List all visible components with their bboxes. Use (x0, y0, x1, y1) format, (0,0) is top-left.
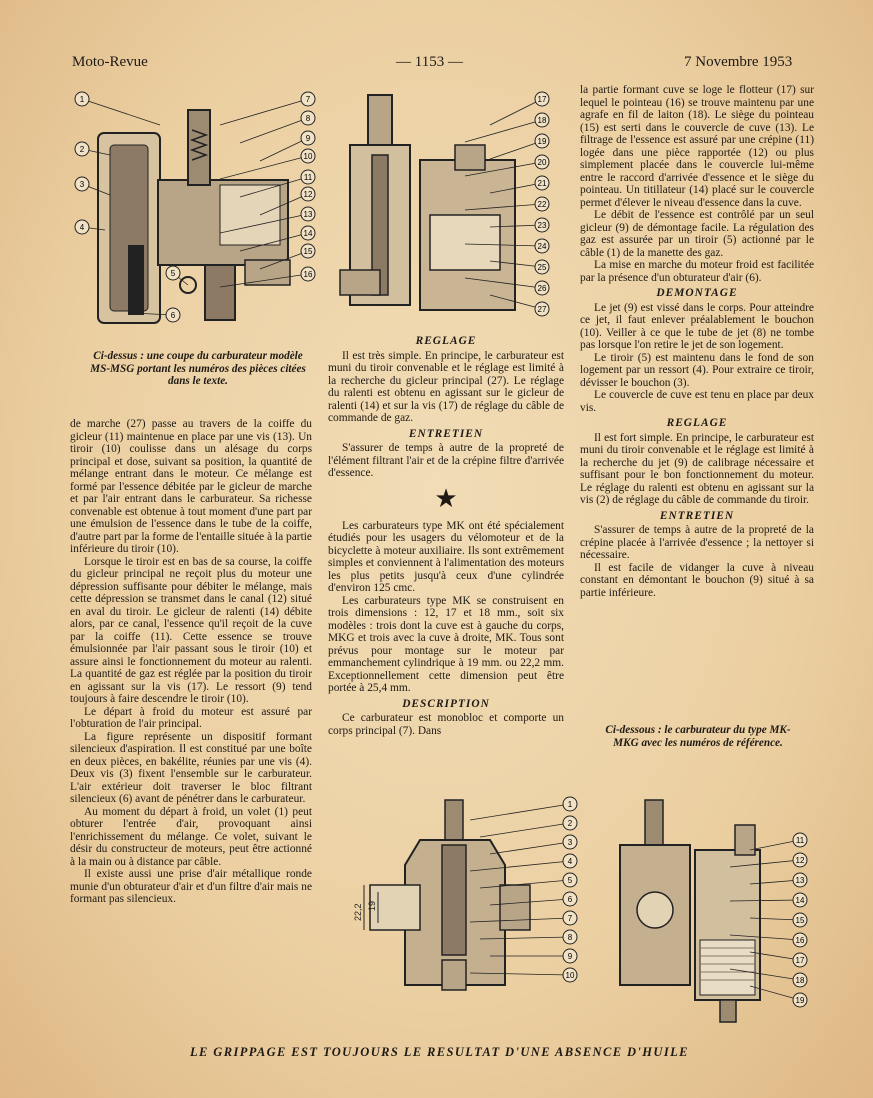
callout-right-12: 12 (795, 856, 805, 865)
column-1 (70, 418, 312, 906)
callout-7: 7 (305, 95, 311, 104)
callout-right-17: 17 (795, 956, 805, 965)
callout-10: 10 (303, 152, 313, 161)
column-2 (328, 332, 564, 737)
callout-9: 9 (305, 134, 311, 143)
col3-paragraph-3: La mise en marche du moteur froid est facilitée par la présence d'un obturateur d'air (6). (580, 259, 814, 284)
carburetor-mk-mkg-diagram (350, 790, 820, 1030)
callout-left-9: 9 (567, 952, 573, 961)
callout-14: 14 (303, 229, 313, 238)
caption-top-figure: Ci-dessus : une coupe du carburateur modèle MS-MSG portant les numéros des pièces citées dans le texte. (90, 350, 306, 387)
callout-left-7: 7 (567, 914, 573, 923)
callout-right-15: 15 (795, 916, 805, 925)
callout-21: 21 (537, 179, 547, 188)
carburetor-ms-msg-diagram (70, 85, 325, 335)
magazine-title: Moto-Revue (72, 54, 148, 70)
carburetor-detail-diagram (330, 85, 560, 335)
callout-right-11: 11 (795, 836, 805, 845)
heading-reglage-1: REGLAGE (415, 335, 477, 347)
col1-paragraph-2: Lorsque le tiroir est en bas de sa course, la coiffe du gicleur principal ne reçoit plus du moteur une dépression suffisante pour débiter le mélange, mais cette dépression se transmet dans le canal (12) situé en aval du tiroir. Le gicleur de ralenti (14) débite alors, par ce canal, l'essence qu'il reçoit de la cuve par la coiffe (11). Cette essence se trouve émulsionnée par l'air passant sous le tiroir (10) et assure ainsi le fonctionnement du moteur au ralenti. La quantité de gaz est réglée par la position du tiroir en agissant sur la vis (17). Le ressort (9) tend toujours à faire descendre le tiroir (10). (70, 555, 312, 705)
page-number: — 1153 — (396, 54, 463, 70)
callout-13: 13 (303, 210, 313, 219)
callout-6: 6 (170, 311, 176, 320)
issue-date: 7 Novembre 1953 (684, 54, 793, 70)
callout-left-8: 8 (567, 933, 573, 942)
col2-paragraph-1: Il est très simple. En principe, le carburateur est muni du tiroir convenable et le réglage est limité à la recherche du gicleur principal (27). Le réglage du ralenti est obtenu en agissant sur le gicleur de ralenti (14) et sur la vis (17) de réglage du câble de commande de gaz. (328, 349, 564, 424)
column-3 (580, 84, 814, 599)
heading-description: DESCRIPTION (402, 697, 490, 710)
callout-left-6: 6 (567, 895, 573, 904)
callout-8: 8 (305, 114, 311, 123)
heading-entretien-1: ENTRETIEN (408, 427, 484, 440)
heading-entretien-2: ENTRETIEN (659, 509, 735, 522)
callout-left-1: 1 (567, 800, 573, 809)
callout-4: 4 (79, 223, 85, 232)
col1-paragraph-1: de marche (27) passe au travers de la coiffe du gicleur (11) maintenue en place par une vis (13). Un tiroir (10) coulisse dans un alésage du corps principal et dose, suivant sa position, la quantité de mélange entrant dans le moteur. Ce mélange est formé par l'essence débitée par le gicleur de marche et par l'air entrant dans le carburateur. Sa richesse convenable est obtenue à tout moment d'une part par une émulsion de l'essence dans le tube de la coiffe, d'autre part par la forme de l'entaille située à la partie inférieure du tiroir (10). (70, 418, 312, 555)
callout-11: 11 (303, 173, 313, 182)
callout-17: 17 (537, 95, 547, 104)
callout-27: 27 (537, 305, 547, 314)
dimension-22-2: 22,2 (353, 903, 363, 921)
callout-15: 15 (303, 247, 313, 256)
heading-demontage: DEMONTAGE (656, 287, 738, 299)
callout-right-19: 19 (795, 996, 805, 1005)
callout-19: 19 (537, 137, 547, 146)
col3-paragraph-6: Le couvercle de cuve est tenu en place par deux vis. (580, 389, 814, 414)
footer-slogan: LE GRIPPAGE EST TOUJOURS LE RESULTAT D'UNE ABSENCE D'HUILE (190, 1045, 689, 1059)
col1-paragraph-4: La figure représente un dispositif formant silencieux d'aspiration. Il est constitué par une boîte en deux pièces, en bakélite, réunies par une vis (4). Deux vis (3) fixent l'ensemble sur le carburateur. L'air extérieur doit traverser le bloc filtrant silencieux (6) avant de pénétrer dans le carburateur. (70, 730, 312, 805)
caption-bottom-figure: Ci-dessous : le carburateur du type MK-MKG avec les numéros de référence. (605, 724, 791, 749)
callout-left-2: 2 (567, 819, 573, 828)
callout-1: 1 (79, 95, 85, 104)
callout-16: 16 (303, 270, 313, 279)
callout-3: 3 (79, 180, 85, 189)
callout-2: 2 (79, 145, 85, 154)
col2-paragraph-5: Ce carburateur est monobloc et comporte un corps principal (7). Dans (328, 712, 564, 737)
col3-paragraph-1: la partie formant cuve se loge le flotteur (17) sur lequel le pointeau (16) se trouve maintenu par une agrafe en fil de laiton (18). Le siège du pointeau (15) est serti dans le couvercle de cuve (13). Le filtrage de l'essence est assuré par une crépine (11) logée dans une pièce rapportée (12) ou plus simplement placée dans le couvercle lui-même entre le raccord d'arrivée d'essence et le siège du pointeau. Un titillateur (14) placé sur le couvercle permet d'élever le niveau d'essence dans la cuve. (580, 84, 814, 209)
callout-right-13: 13 (795, 876, 805, 885)
col3-paragraph-8: S'assurer de temps à autre de la propreté de la crépine placée à l'arrivée d'essence ; la nettoyer si nécessaire. (580, 524, 814, 561)
col1-paragraph-6: Il existe aussi une prise d'air métallique ronde munie d'un obturateur d'air et d'un filtre d'air mais ne formant pas silencieux. (70, 868, 312, 905)
heading-reglage-2: REGLAGE (666, 417, 728, 429)
col2-paragraph-2: S'assurer de temps à autre de la propreté de l'élément filtrant l'air et de la crépine filtre d'arrivée d'essence. (328, 442, 564, 479)
star-separator-icon: ★ (434, 483, 458, 513)
callout-24: 24 (537, 242, 547, 251)
callout-left-10: 10 (565, 971, 575, 980)
callout-left-4: 4 (567, 857, 573, 866)
callout-12: 12 (303, 190, 313, 199)
col3-paragraph-7: Il est fort simple. En principe, le carburateur est muni du tiroir convenable et le réglage est limité à la recherche du jet (9) de calibrage nécessaire et suffisant pour le bon fonctionnement du moteur. Le réglage du ralenti est obtenu en agissant sur la vis (2) de réglage du câble de commande du tiroir. (580, 431, 814, 506)
callout-20: 20 (537, 158, 547, 167)
col2-paragraph-3: Les carburateurs type MK ont été spécialement étudiés pour les usagers du vélomoteur et de la bicyclette à moteur auxiliaire. Ils sont extrêmement simples et conviennent à l'alimentation des moteurs les plus petits jusqu'à ceux d'une cylindrée d'environ 125 cmc. (328, 519, 564, 594)
col3-paragraph-2: Le débit de l'essence est contrôlé par un seul gicleur (9) de démontage facile. La régulation des gaz est assurée par un tiroir (5) actionné par le câble (1) de la manette des gaz. (580, 209, 814, 259)
callout-5: 5 (170, 269, 176, 278)
callout-right-16: 16 (795, 936, 805, 945)
callout-25: 25 (537, 263, 547, 272)
callout-18: 18 (537, 116, 547, 125)
callout-right-14: 14 (795, 896, 805, 905)
col3-paragraph-4: Le jet (9) est vissé dans le corps. Pour atteindre ce jet, il faut enlever préalablement le bouchon (10). Veiller à ce que le tube de jet (8) ne tombe pas lorsque l'on retire le jet de son logement. (580, 301, 814, 351)
col3-paragraph-9: Il est facile de vidanger la cuve à niveau constant en démontant le bouchon (9) situé à sa partie inférieure. (580, 561, 814, 599)
callout-right-18: 18 (795, 976, 805, 985)
col3-paragraph-5: Le tiroir (5) est maintenu dans le fond de son logement par un ressort (4). Pour extraire ce tiroir, dévisser le bouchon (3). (580, 351, 814, 389)
col1-paragraph-5: Au moment du départ à froid, un volet (1) peut obturer l'entrée d'air, provoquant ainsi l'enrichissement du mélange. Ce volet, suivant le désir du constructeur de moteurs, peut être actionné à la main ou à distance par câble. (70, 805, 312, 868)
callout-23: 23 (537, 221, 547, 230)
callout-26: 26 (537, 284, 547, 293)
callout-left-5: 5 (567, 876, 573, 885)
col2-paragraph-4: Les carburateurs type MK se construisent en trois dimensions : 12, 17 et 18 mm., soit six modèles : trois dont la cuve est à gauche du corps, MKG et trois avec la cuve à droite, MK. Tous sont prévus pour montage sur le moteur par emmanchement cylindrique à 19 mm. ou 22,2 mm. Exceptionnellement cette dimension peut être portée à 25,4 mm. (328, 594, 564, 694)
callout-22: 22 (537, 200, 547, 209)
col1-paragraph-3: Le départ à froid du moteur est assuré par l'obturation de l'air principal. (70, 705, 312, 730)
dimension-19: 19 (367, 900, 377, 911)
callout-left-3: 3 (567, 838, 573, 847)
